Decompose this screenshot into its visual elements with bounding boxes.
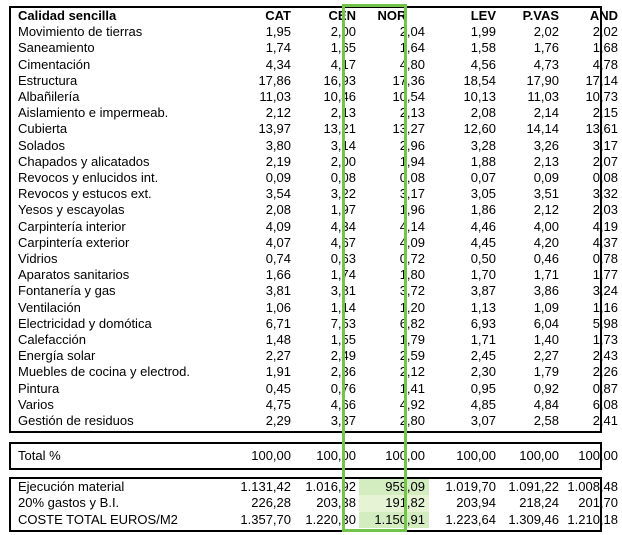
row-label: Electricidad y domótica (18, 315, 152, 331)
total-value: 100,00 (578, 448, 618, 463)
value-cell: 4,17 (330, 56, 356, 72)
value-cell: 0,63 (330, 251, 356, 267)
cost-value: 1.019,70 (445, 479, 496, 494)
total-value: 100,00 (251, 448, 291, 463)
row-label: Aislamiento e impermeab. (18, 105, 169, 121)
value-cell: 1,95 (265, 24, 291, 40)
value-cell: 1,55 (330, 332, 356, 348)
value-cell: 10,13 (463, 89, 496, 105)
value-cell: 2,26 (592, 364, 618, 380)
table-row (11, 235, 622, 251)
table-row (11, 186, 622, 202)
row-label: Pintura (18, 380, 60, 396)
value-cell: 2,45 (470, 348, 496, 364)
value-cell: 3,07 (470, 413, 496, 429)
value-cell: 16,93 (323, 72, 356, 88)
row-label: Muebles de cocina y electrod. (18, 364, 190, 380)
value-cell: 2,12 (399, 364, 425, 380)
header-row (11, 8, 622, 24)
value-cell: 1,91 (265, 364, 291, 380)
value-cell: 4,66 (330, 396, 356, 412)
value-cell: 12,60 (463, 121, 496, 137)
value-cell: 4,14 (399, 218, 425, 234)
value-cell: 3,28 (470, 137, 496, 153)
column-header: NOR (377, 8, 407, 23)
table-row (11, 89, 622, 105)
table-row (11, 202, 622, 218)
row-label: Estructura (18, 72, 78, 88)
value-cell: 1,09 (533, 299, 559, 315)
value-cell: 4,84 (533, 396, 559, 412)
value-cell: 4,92 (399, 396, 425, 412)
value-cell: 1,80 (399, 267, 425, 283)
row-label: Revocos y enlucidos int. (18, 170, 159, 186)
value-cell: 0,87 (592, 380, 618, 396)
table-row (11, 154, 622, 170)
value-cell: 4,56 (470, 56, 496, 72)
value-cell: 0,78 (592, 251, 618, 267)
row-label: Ventilación (18, 299, 81, 315)
value-cell: 1,68 (592, 40, 618, 56)
value-cell: 0,46 (533, 251, 559, 267)
value-cell: 2,58 (533, 413, 559, 429)
cost-row (11, 495, 622, 511)
value-cell: 4,19 (592, 218, 618, 234)
value-cell: 11,03 (259, 89, 291, 105)
value-cell: 13,21 (323, 121, 356, 137)
value-cell: 2,29 (265, 413, 291, 429)
value-cell: 2,07 (592, 153, 618, 169)
row-label: Yesos y escayolas (18, 202, 125, 218)
cost-value: 1.220,30 (305, 511, 356, 527)
row-label: Cimentación (18, 56, 91, 72)
row-label: Vidrios (18, 251, 58, 267)
value-cell: 4,67 (330, 234, 356, 250)
row-label: Aparatos sanitarios (18, 267, 130, 283)
value-cell: 4,78 (592, 56, 618, 72)
value-cell: 10,46 (323, 89, 356, 105)
value-cell: 3,17 (399, 186, 425, 202)
value-cell: 3,26 (533, 137, 559, 153)
value-cell: 4,20 (533, 234, 559, 250)
cost-summary-body (11, 479, 622, 528)
value-cell: 2,12 (533, 202, 559, 218)
value-cell: 1,58 (470, 40, 496, 56)
value-cell: 4,34 (330, 218, 356, 234)
value-cell: 3,81 (330, 283, 356, 299)
value-cell: 1,96 (399, 202, 425, 218)
value-cell: 2,08 (265, 202, 291, 218)
value-cell: 4,34 (265, 56, 291, 72)
value-cell: 5,98 (592, 315, 618, 331)
value-cell: 3,05 (470, 186, 496, 202)
value-cell: 3,17 (592, 137, 618, 153)
value-cell: 1,13 (470, 299, 496, 315)
table-row (11, 283, 622, 299)
value-cell: 2,03 (592, 202, 618, 218)
value-cell: 1,76 (533, 40, 559, 56)
table-row (11, 364, 622, 380)
value-cell: 3,81 (265, 283, 291, 299)
table-row (11, 348, 622, 364)
value-cell: 1,66 (265, 267, 291, 283)
value-cell: 3,14 (330, 137, 356, 153)
value-cell: 1,73 (592, 332, 618, 348)
row-label: Albañilería (18, 89, 80, 105)
cost-value: 203,94 (456, 495, 496, 511)
value-cell: 17,36 (392, 72, 425, 88)
row-label: Revocos y estucos ext. (18, 186, 152, 202)
table-row (11, 267, 622, 283)
value-cell: 2,00 (330, 153, 356, 169)
table-row (11, 251, 622, 267)
value-cell: 0,45 (265, 380, 291, 396)
value-cell: 3,32 (592, 186, 618, 202)
value-cell: 2,04 (399, 24, 425, 40)
value-cell: 0,07 (470, 170, 496, 186)
cost-value: 1.016,92 (305, 479, 356, 494)
value-cell: 1,74 (330, 267, 356, 283)
cost-value: 201,70 (578, 495, 618, 511)
table-title: Calidad sencilla (18, 8, 117, 23)
value-cell: 2,02 (533, 24, 559, 40)
value-cell: 2,00 (330, 24, 356, 40)
value-cell: 13,97 (258, 121, 291, 137)
cost-row (11, 479, 622, 495)
total-table (9, 442, 618, 470)
value-cell: 2,59 (399, 348, 425, 364)
value-cell: 1,20 (399, 299, 425, 315)
value-cell: 0,08 (399, 170, 425, 186)
total-value: 100,00 (316, 448, 356, 463)
value-cell: 4,09 (265, 218, 291, 234)
value-cell: 1,64 (399, 40, 425, 56)
value-cell: 1,41 (399, 380, 425, 396)
total-value: 100,00 (385, 448, 425, 463)
cost-value: 1.210,18 (567, 511, 618, 527)
value-cell: 18,54 (463, 72, 496, 88)
value-cell: 0,76 (330, 380, 356, 396)
table-row (11, 381, 622, 397)
value-cell: 3,22 (330, 186, 356, 202)
row-label: Fontanería y gas (18, 283, 116, 299)
value-cell: 0,72 (399, 251, 425, 267)
value-cell: 1,48 (265, 332, 291, 348)
cost-value: 191,82 (359, 495, 429, 511)
table-body (11, 24, 622, 429)
value-cell: 2,49 (330, 348, 356, 364)
value-cell: 4,85 (470, 396, 496, 412)
value-cell: 6,93 (470, 315, 496, 331)
value-cell: 1,14 (330, 299, 356, 315)
cost-value: 1.357,70 (240, 511, 291, 527)
cost-label: 20% gastos y B.I. (18, 495, 120, 511)
value-cell: 1,40 (533, 332, 559, 348)
table-row (11, 24, 622, 40)
table-row (11, 121, 622, 137)
row-label: Cubierta (18, 121, 68, 137)
value-cell: 4,09 (399, 234, 425, 250)
value-cell: 4,00 (533, 218, 559, 234)
value-cell: 7,53 (330, 315, 356, 331)
value-cell: 4,07 (265, 234, 291, 250)
value-cell: 10,73 (585, 89, 618, 105)
cost-value: 1.131,42 (240, 479, 291, 494)
value-cell: 4,46 (470, 218, 496, 234)
table-row (11, 73, 622, 89)
value-cell: 14,14 (526, 121, 559, 137)
row-label: Movimiento de tierras (18, 24, 143, 40)
value-cell: 6,71 (265, 315, 291, 331)
value-cell: 3,51 (533, 186, 559, 202)
value-cell: 0,08 (592, 170, 618, 186)
table-row (11, 57, 622, 73)
value-cell: 2,30 (470, 364, 496, 380)
row-label: Chapados y alicatados (18, 153, 150, 169)
row-label: Saneamiento (18, 40, 95, 56)
value-cell: 1,86 (470, 202, 496, 218)
table-row (11, 138, 622, 154)
value-cell: 3,37 (330, 413, 356, 429)
value-cell: 2,27 (265, 348, 291, 364)
value-cell: 2,27 (533, 348, 559, 364)
table-row (11, 397, 622, 413)
value-cell: 2,43 (592, 348, 618, 364)
cost-label: Ejecución material (18, 479, 125, 494)
table-row (11, 300, 622, 316)
total-label: Total % (18, 448, 61, 463)
value-cell: 3,86 (533, 283, 559, 299)
table-row (11, 40, 622, 56)
value-cell: 4,75 (265, 396, 291, 412)
row-label: Carpintería exterior (18, 234, 130, 250)
table-row (11, 170, 622, 186)
value-cell: 2,96 (399, 137, 425, 153)
cost-label: COSTE TOTAL EUROS/M2 (18, 511, 178, 527)
value-cell: 13,61 (585, 121, 618, 137)
value-cell: 2,12 (265, 105, 291, 121)
value-cell: 3,87 (470, 283, 496, 299)
value-cell: 3,80 (265, 137, 291, 153)
value-cell: 1,79 (533, 364, 559, 380)
value-cell: 2,15 (592, 105, 618, 121)
value-cell: 3,72 (399, 283, 425, 299)
value-cell: 3,54 (265, 186, 291, 202)
value-cell: 1,65 (330, 40, 356, 56)
value-cell: 1,06 (265, 299, 291, 315)
breakdown-grid (11, 8, 622, 429)
total-value: 100,00 (456, 448, 496, 463)
cost-value: 1.223,64 (445, 511, 496, 527)
value-cell: 2,08 (470, 105, 496, 121)
value-cell: 0,08 (330, 170, 356, 186)
value-cell: 2,36 (330, 364, 356, 380)
value-cell: 0,74 (265, 251, 291, 267)
value-cell: 17,14 (585, 72, 618, 88)
table-row (11, 413, 622, 429)
column-header: CAT (265, 8, 291, 23)
value-cell: 11,03 (527, 89, 559, 105)
value-cell: 6,08 (592, 396, 618, 412)
value-cell: 1,79 (399, 332, 425, 348)
value-cell: 1,74 (265, 40, 291, 56)
row-label: Carpintería interior (18, 218, 126, 234)
column-header: AND (589, 8, 618, 23)
value-cell: 1,71 (470, 332, 496, 348)
value-cell: 10,54 (392, 89, 425, 105)
value-cell: 4,80 (399, 56, 425, 72)
cost-value: 1.091,22 (508, 479, 559, 494)
value-cell: 2,14 (533, 105, 559, 121)
table-row (11, 105, 622, 121)
value-cell: 1,71 (533, 267, 559, 283)
value-cell: 4,37 (592, 234, 618, 250)
table-row (11, 332, 622, 348)
cost-value: 218,24 (519, 495, 559, 511)
row-label: Calefacción (18, 332, 86, 348)
value-cell: 0,92 (533, 380, 559, 396)
value-cell: 2,13 (330, 105, 356, 121)
row-label: Solados (18, 137, 65, 153)
cost-value: 959,09 (359, 479, 429, 495)
cost-row (11, 512, 622, 528)
value-cell: 0,09 (265, 170, 291, 186)
column-header: CEN (328, 8, 356, 23)
value-cell: 1,16 (592, 299, 618, 315)
row-label: Varios (18, 396, 54, 412)
value-cell: 3,24 (592, 283, 618, 299)
value-cell: 6,82 (399, 315, 425, 331)
value-cell: 1,77 (592, 267, 618, 283)
value-cell: 2,19 (265, 153, 291, 169)
value-cell: 1,94 (399, 153, 425, 169)
table-row (11, 316, 622, 332)
cost-summary-table (9, 477, 618, 532)
value-cell: 0,95 (470, 380, 496, 396)
cost-value: 1.150,91 (359, 512, 429, 528)
value-cell: 1,70 (470, 267, 496, 283)
cost-value: 1.008,48 (567, 479, 618, 494)
value-cell: 1,97 (330, 202, 356, 218)
value-cell: 17,90 (526, 72, 559, 88)
value-cell: 2,02 (592, 24, 618, 40)
column-header: P.VAS (522, 8, 559, 23)
row-label: Energía solar (18, 348, 96, 364)
total-value: 100,00 (519, 448, 559, 463)
table-row (11, 219, 622, 235)
value-cell: 2,13 (399, 105, 425, 121)
cost-breakdown-table (9, 6, 618, 433)
cost-value: 203,38 (316, 495, 356, 511)
total-row (11, 444, 622, 468)
cost-value: 226,28 (251, 495, 291, 511)
value-cell: 0,50 (470, 251, 496, 267)
value-cell: 4,45 (470, 234, 496, 250)
cost-value: 1.309,46 (508, 511, 559, 527)
value-cell: 1,99 (470, 24, 496, 40)
value-cell: 0,09 (533, 170, 559, 186)
value-cell: 6,04 (533, 315, 559, 331)
row-label: Gestión de residuos (18, 413, 134, 429)
value-cell: 17,86 (258, 72, 291, 88)
value-cell: 4,73 (533, 56, 559, 72)
value-cell: 2,80 (399, 413, 425, 429)
column-header: LEV (470, 8, 496, 23)
value-cell: 1,88 (470, 153, 496, 169)
value-cell: 2,41 (592, 413, 618, 429)
value-cell: 13,27 (392, 121, 425, 137)
value-cell: 2,13 (533, 153, 559, 169)
